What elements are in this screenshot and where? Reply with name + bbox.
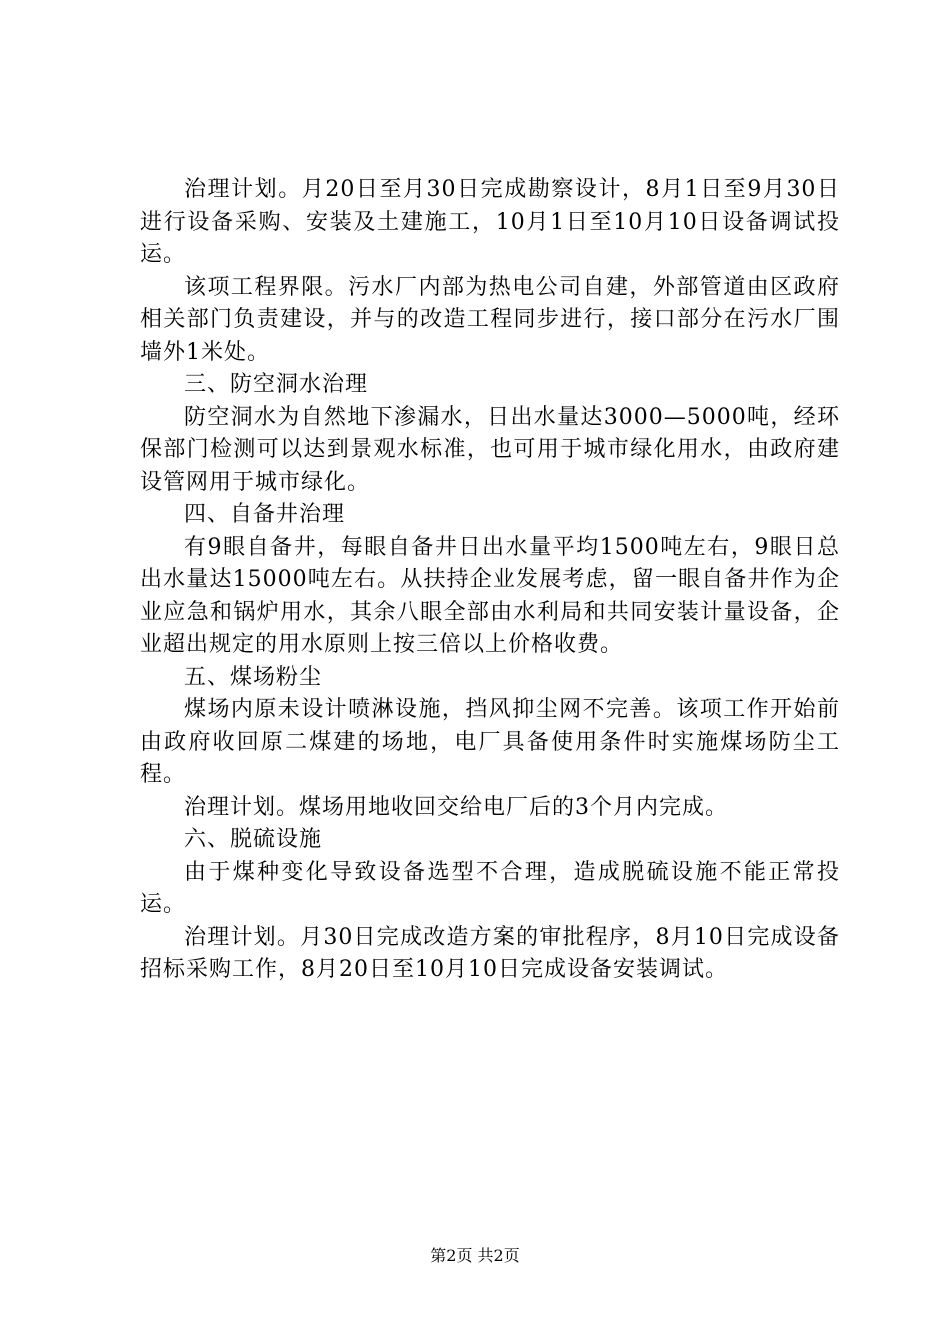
paragraph-boundary: 该项工程界限。污水厂内部为热电公司自建，外部管道由区政府相关部门负责建设，并与的改造工程同步进行，接口部分在污水厂围墙外1米处。	[140, 274, 840, 365]
section-heading-4: 四、自备井治理	[184, 502, 346, 527]
section-heading-6: 六、脱硫设施	[184, 827, 323, 852]
paragraph-plan-desulfurization: 治理计划。月30日完成改造方案的审批程序，8月10日完成设备招标采购工作，8月20日至10月10日完成设备安装调试。	[140, 924, 840, 982]
paragraph-air-raid-shelter-water: 防空洞水为自然地下渗漏水，日出水量达3000—5000吨，经环保部门检测可以达到景观水标准，也可用于城市绿化用水，由政府建设管网用于城市绿化。	[140, 404, 840, 495]
paragraph-plan-coal: 治理计划。煤场用地收回交给电厂后的3个月内完成。	[184, 794, 728, 820]
paragraph-desulfurization: 由于煤种变化导致设备选型不合理，造成脱硫设施不能正常投运。	[140, 859, 840, 917]
paragraph-wells: 有9眼自备井，每眼自备井日出水量平均1500吨左右，9眼日总出水量达15000吨左右。从扶持企业发展考虑，留一眼自备井作为企业应急和锅炉用水，其余八眼全部由水利局和共同安装计量设备，企业超出规定的用水原则上按三倍以上价格收费。	[140, 534, 840, 657]
section-heading-5: 五、煤场粉尘	[184, 664, 323, 690]
paragraph-coal-dust: 煤场内原未设计喷淋设施，挡风抑尘网不完善。该项工作开始前由政府收回原二煤建的场地，电厂具备使用条件时实施煤场防尘工程。	[140, 697, 840, 787]
section-heading-3: 三、防空洞水治理	[184, 372, 369, 397]
page-number-footer: 第2页 共2页	[430, 1246, 520, 1265]
paragraph-plan-1: 治理计划。月20日至月30日完成勘察设计，8月1日至9月30日进行设备采购、安装及土建施工，10月1日至10月10日设备调试投运。	[140, 177, 840, 267]
document-body	[140, 174, 840, 987]
